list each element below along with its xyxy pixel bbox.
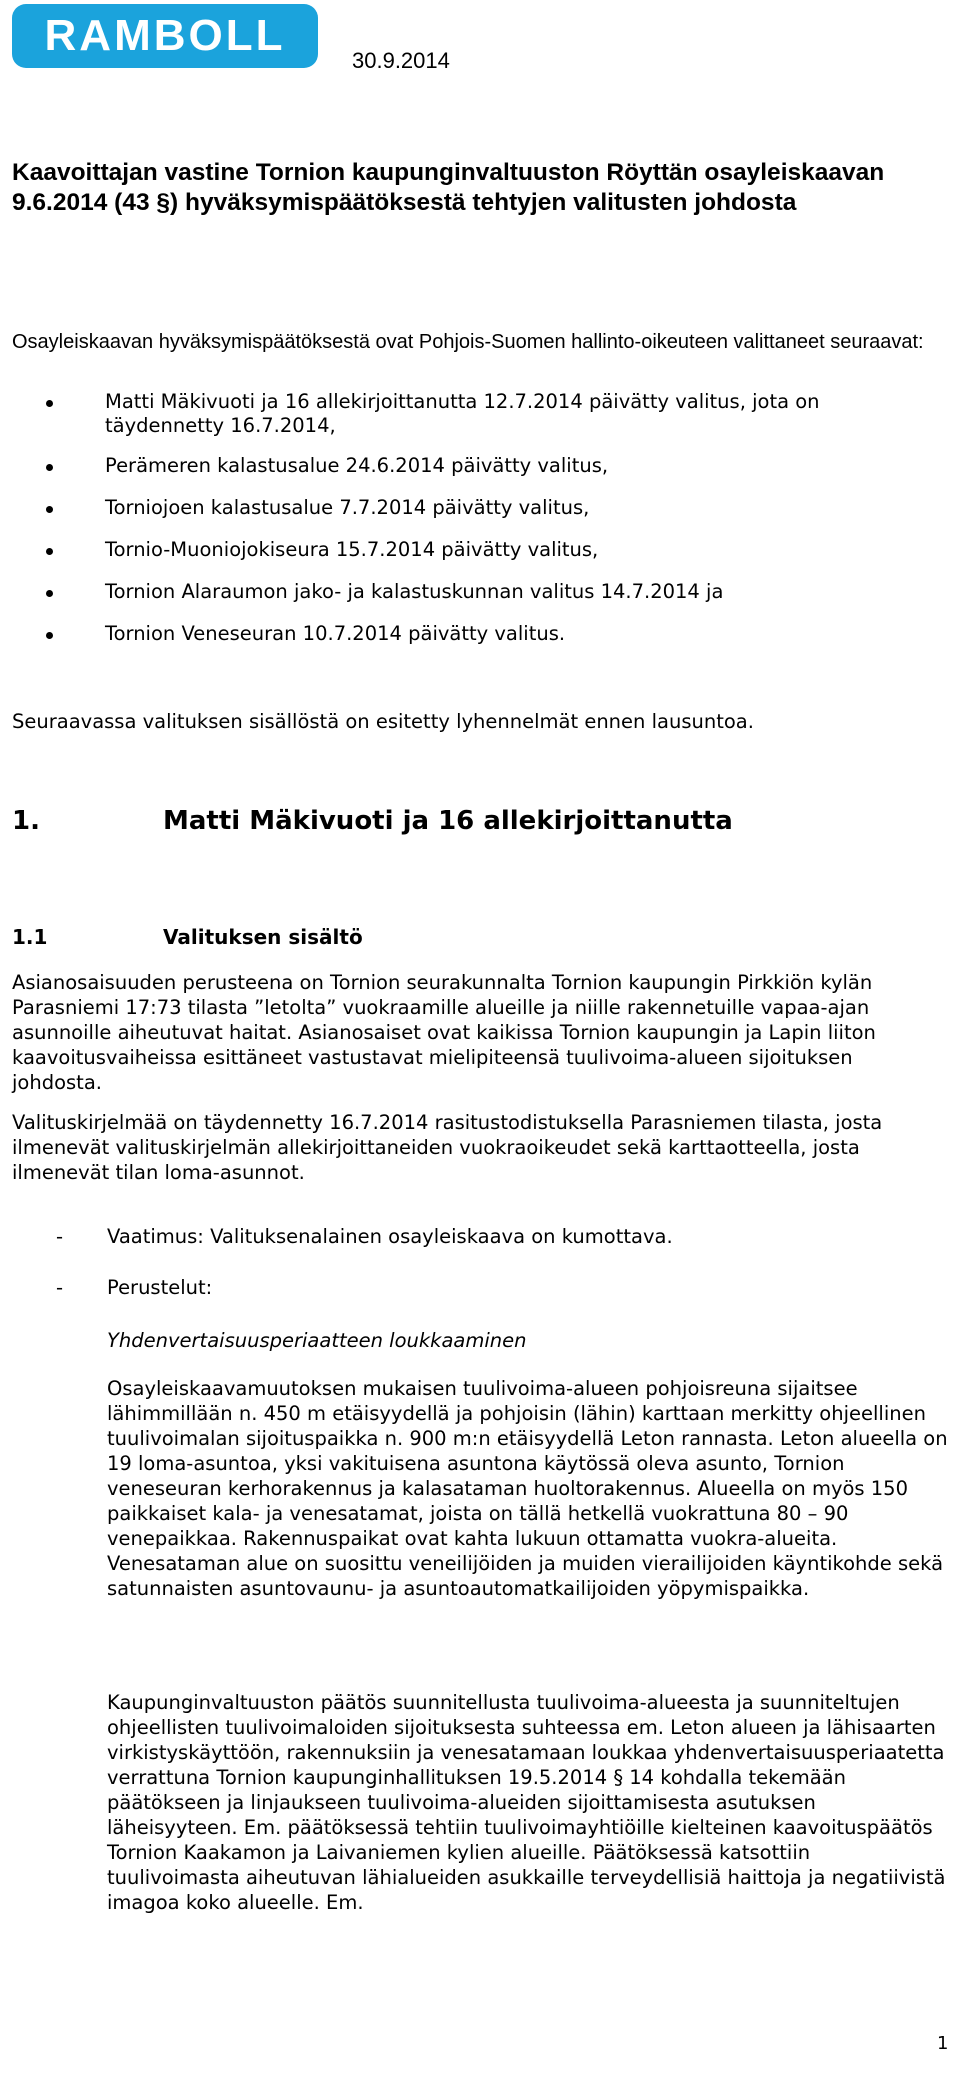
list-item: Perämeren kalastusalue 24.6.2014 päivätty valitus, bbox=[12, 454, 942, 478]
list-item: Matti Mäkivuoti ja 16 allekirjoittanutta 12.7.2014 päivätty valitus, jota on täydennetty 16.7.2014, bbox=[12, 390, 942, 438]
paragraph-supplement: Valituskirjelmää on täydennetty 16.7.2014 rasitustodistuksella Parasniemen tilasta, josta ilmenevät valituskirjelmän allekirjoittaneiden vuokraoikeudet sekä karttaotteella, josta ilmenevät tilan loma-asunnot. bbox=[12, 1111, 883, 1184]
dash-marker: - bbox=[56, 1225, 64, 1248]
list-item: Torniojoen kalastusalue 7.7.2014 päivätty valitus, bbox=[12, 496, 942, 520]
list-item: Tornion Alaraumon jako- ja kalastuskunnan valitus 14.7.2014 ja bbox=[12, 580, 942, 604]
grounds-label: Perustelut: bbox=[107, 1276, 213, 1299]
dash-marker: - bbox=[56, 1276, 64, 1299]
intro-paragraph: Osayleiskaavan hyväksymispäätöksestä ovat Pohjois-Suomen hallinto-oikeuteen valittaneet seuraavat: bbox=[12, 331, 924, 353]
document-date: 30.9.2014 bbox=[352, 48, 450, 73]
paragraph-standing: Asianosaisuuden perusteena on Tornion seurakunnalta Tornion kaupungin Pirkkiön kylän Parasniemi 17:73 tilasta ”letolta” vuokraamille alueille ja niille rakennetuille vapaa-ajan asunnoille aiheutuvat haitat. Asianosaiset ovat kaikissa Tornion kaupungin ja Lapin liiton kaavoitusvaiheissa esittäneet vastustavat mielipiteensä tuulivoima-alueen sijoituksen johdosta. bbox=[12, 971, 876, 1094]
appellants-list bbox=[12, 390, 942, 664]
grounds-paragraph-2: Kaupunginvaltuuston päätös suunnitellusta tuulivoima-alueesta ja suunniteltujen ohjeellisten tuulivoimaloiden sijoituksesta suhteessa em. Leton alueen ja lähisaarten virkistyskäyttöön, rakennuksiin ja venesatamaan loukkaa yhdenvertaisuusperiaatetta verrattuna Tornion kaupunginhallituksen 19.5.2014 § 14 kohdalla tekemään päätökseen ja linjaukseen tuulivoima-alueiden sijoittamisesta asutuksen läheisyyteen. Em. päätöksessä tehtiin tuulivoimayhtiöille kielteinen kaavoituspäätös Tornion Kaakamon ja Laivaniemen kylien alueille. Päätöksessä katsottiin tuulivoimasta aiheutuvan lähialueiden asukkaille terveydellisiä haittoja ja negatiivistä imagoa koko alueelle. Em. bbox=[107, 1691, 946, 1914]
list-item: Tornio-Muoniojokiseura 15.7.2014 päivätty valitus, bbox=[12, 538, 942, 562]
list-item: Tornion Veneseuran 10.7.2014 päivätty valitus. bbox=[12, 622, 942, 646]
ramboll-logo bbox=[12, 4, 318, 68]
subsection-number: 1.1 bbox=[12, 925, 48, 949]
grounds-paragraph-1: Osayleiskaavamuutoksen mukaisen tuulivoima-alueen pohjoisreuna sijaitsee lähimmillään n. 450 m etäisyydellä ja pohjoisin (lähin) karttaan merkitty ohjeellinen tuulivoimalan sijoituspaikka n. 900 m:n etäisyydellä Leton rannasta. Leton alueella on 19 loma-asuntoa, yksi vakituisena asuntona käytössä oleva asunto, Tornion veneseuran kerhorakennus ja kalasataman huoltorakennus. Alueella on myös 150 paikkaiset kala- ja venesatamat, joista on tällä hetkellä vuokrattuna 80 – 90 venepaikkaa. Rakennuspaikat ovat kahta lukuun ottamatta vuokra-alueita. Venesataman alue on suosittu veneilijöiden ja muiden vierailijoiden käyntikohde sekä satunnaisten asuntovaunu- ja asuntoautomatkailijoiden yöpymispaikka. bbox=[107, 1377, 948, 1600]
grounds-heading: Yhdenvertaisuusperiaatteen loukkaaminen bbox=[107, 1329, 527, 1352]
document-title: Kaavoittajan vastine Tornion kaupunginvaltuuston Röyttän osayleiskaavan 9.6.2014 (43 §) hyväksymispäätöksestä tehtyjen valitusten johdosta bbox=[12, 159, 885, 216]
subsection-heading: Valituksen sisältö bbox=[163, 925, 363, 949]
section-number: 1. bbox=[12, 806, 40, 836]
demand-text: Vaatimus: Valituksenalainen osayleiskaava on kumottava. bbox=[107, 1225, 673, 1248]
logo-text: RAMBOLL bbox=[44, 11, 286, 60]
section-heading: Matti Mäkivuoti ja 16 allekirjoittanutta bbox=[163, 806, 733, 836]
page-number: 1 bbox=[937, 2033, 949, 2054]
summary-note: Seuraavassa valituksen sisällöstä on esitetty lyhennelmät ennen lausuntoa. bbox=[12, 710, 754, 733]
